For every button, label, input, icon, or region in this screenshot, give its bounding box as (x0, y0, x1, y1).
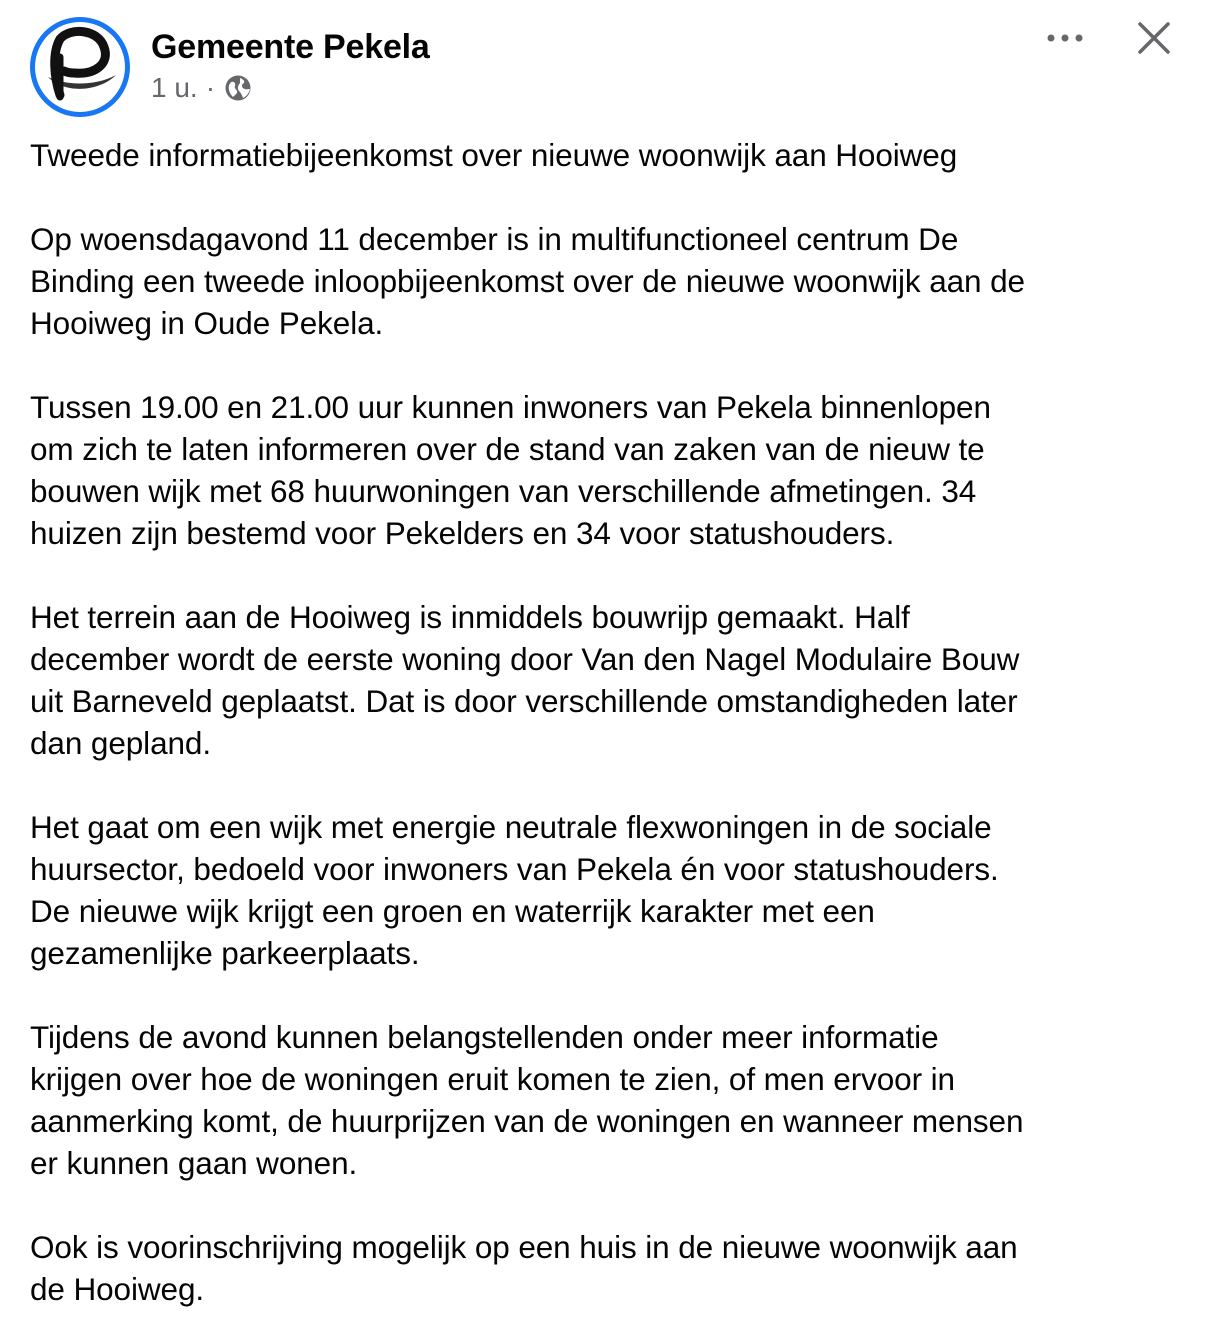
post-paragraph: Het terrein aan de Hooiweg is inmiddels bouwrijp gemaakt. Half december wordt de eerste woning door Van den Nagel Modulaire Bouw uit Barneveld geplaatst. Dat is door verschillende omstandigheden later dan gepland. (30, 599, 1020, 761)
post-body (30, 134, 1190, 1310)
more-options-button[interactable] (1036, 18, 1094, 58)
post-paragraph: Op woensdagavond 11 december is in multifunctioneel centrum De Binding een tweede inloopbijeenkomst over de nieuwe woonwijk aan de Hooiweg in Oude Pekela. (30, 221, 1025, 341)
post-header (0, 0, 1208, 130)
post-paragraph: Tussen 19.00 en 21.00 uur kunnen inwoners van Pekela binnenlopen om zich te laten informeren over de stand van zaken van de nieuw te bouwen wijk met 68 huurwoningen van verschillende afmetingen. 34 huizen zijn bestemd voor Pekelders en 34 voor statushouders. (30, 389, 991, 551)
post-paragraph: Tweede informatiebijeenkomst over nieuwe woonwijk aan Hooiweg (30, 137, 958, 173)
globe-icon (223, 73, 253, 103)
gemeente-pekela-logo-icon (30, 17, 130, 117)
post-paragraph: Tijdens de avond kunnen belangstellenden onder meer informatie krijgen over hoe de woningen eruit komen te zien, of men ervoor in aanmerking komt, de huurprijzen van de woningen en wanneer mensen er kunnen gaan wonen. (30, 1019, 1024, 1181)
page-name[interactable]: Gemeente Pekela (151, 28, 430, 66)
more-options-icon (1045, 33, 1085, 43)
close-button[interactable] (1128, 12, 1180, 64)
close-icon (1137, 21, 1171, 55)
avatar[interactable] (30, 17, 130, 117)
post-meta (151, 70, 253, 106)
post-paragraph: Ook is voorinschrijving mogelijk op een huis in de nieuwe woonwijk aan de Hooiweg. (30, 1229, 1018, 1307)
post-time[interactable]: 1 u. (151, 72, 198, 103)
meta-separator: · (205, 72, 216, 103)
post-paragraph: Het gaat om een wijk met energie neutrale flexwoningen in de sociale huursector, bedoeld voor inwoners van Pekela én voor statushouders. De nieuwe wijk krijgt een groen en waterrijk karakter met een gezamenlijke parkeerplaats. (30, 809, 999, 971)
